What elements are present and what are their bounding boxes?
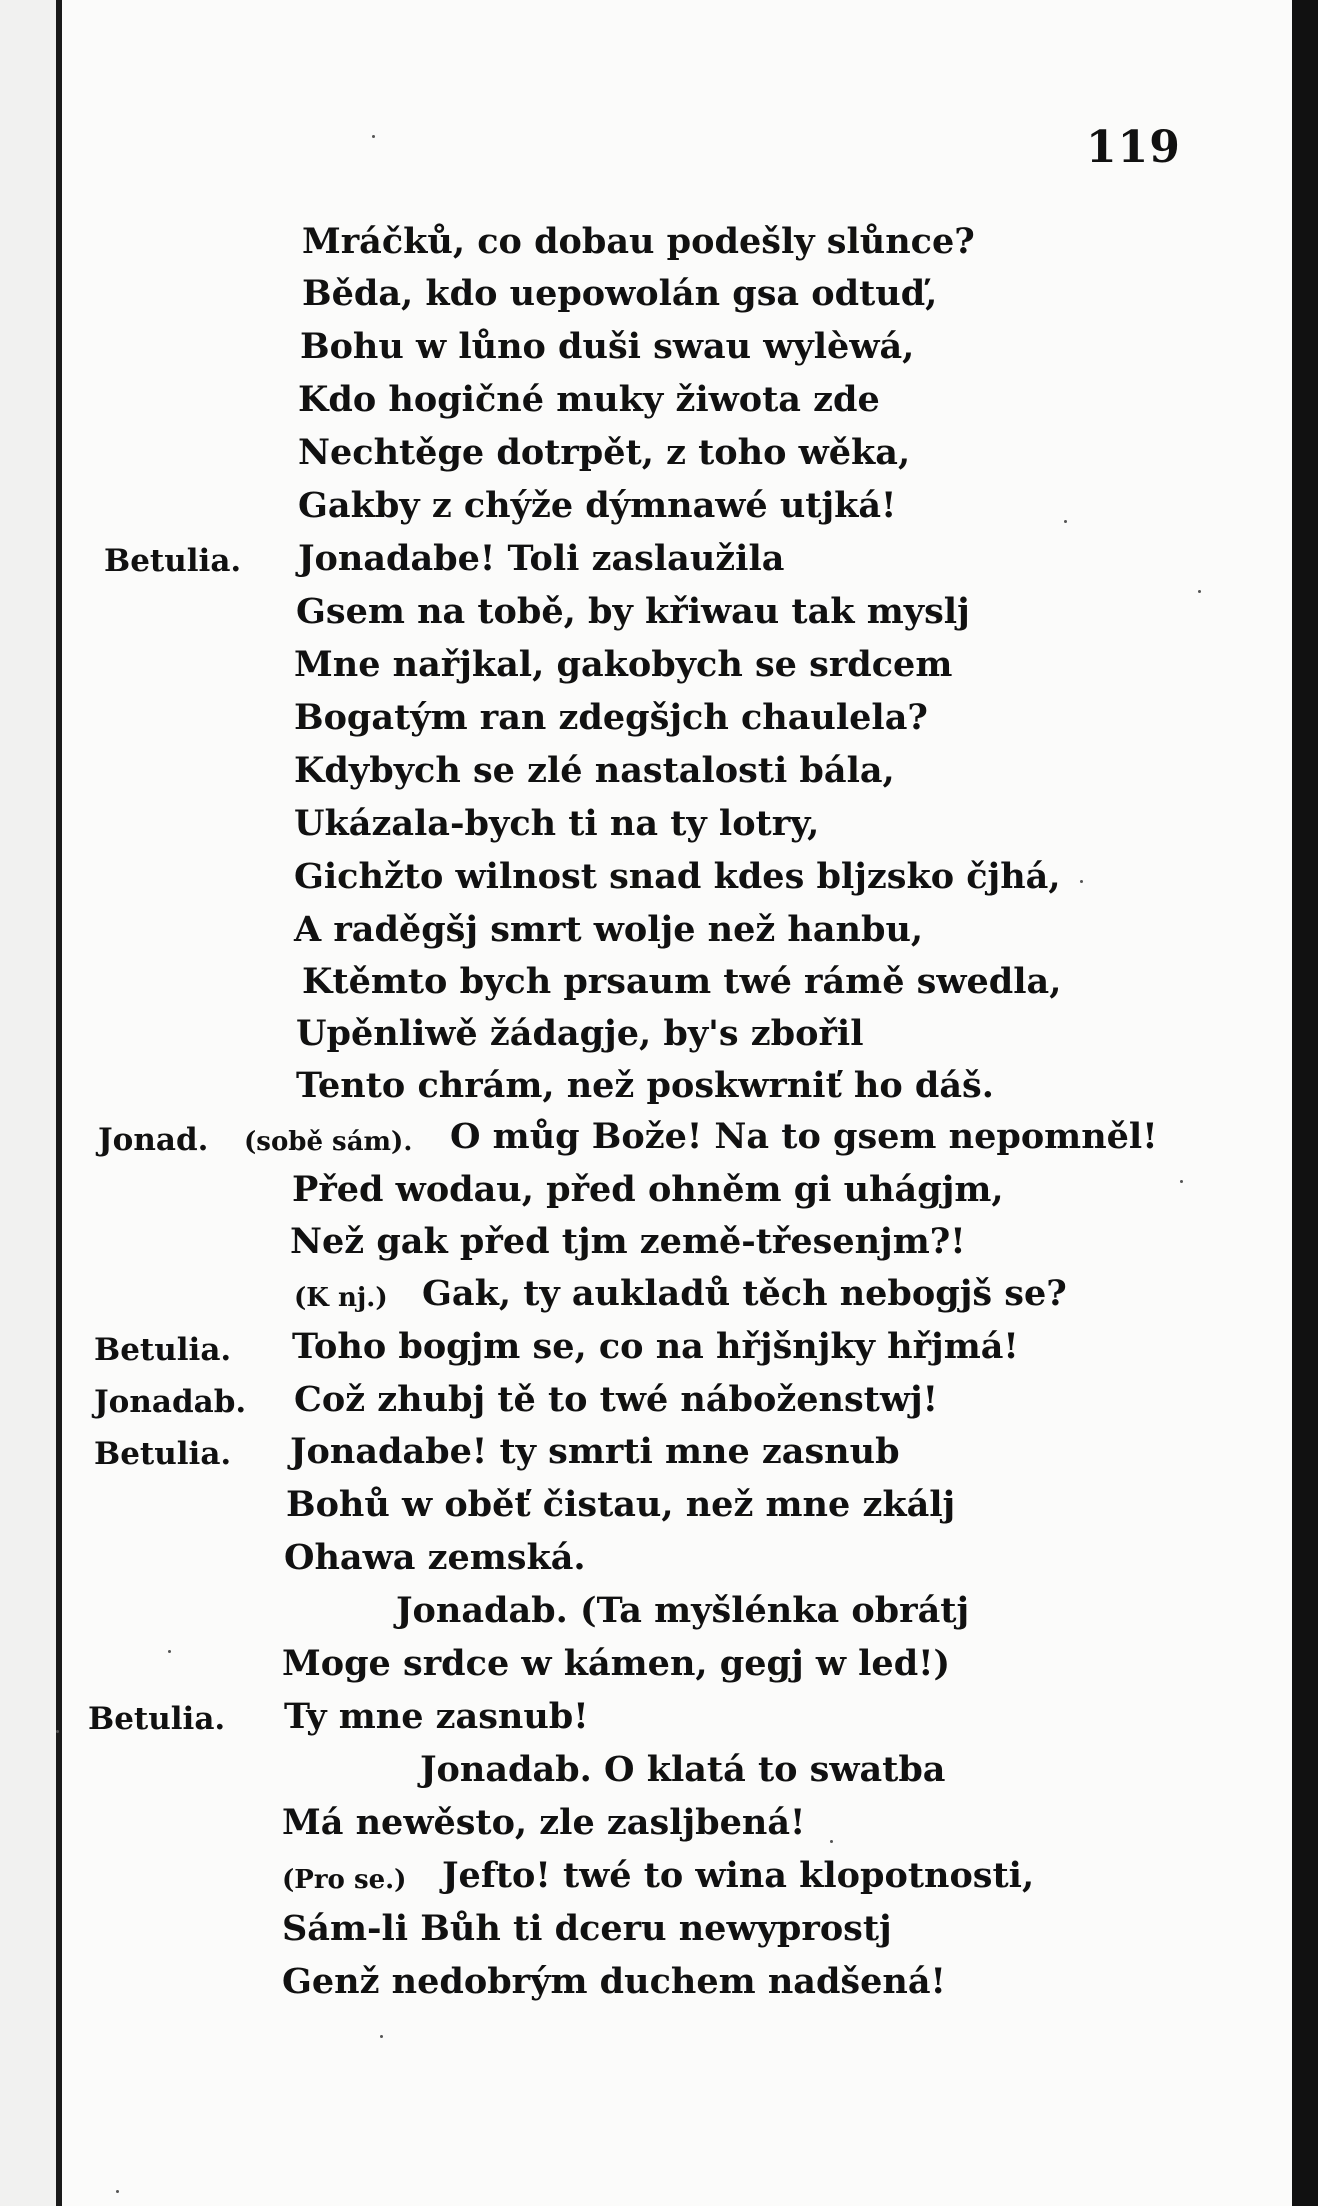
page-number: 119	[1086, 122, 1181, 173]
text-line	[294, 804, 819, 844]
line-text: Jonadabe! ty smrti mne zasnub	[290, 1431, 900, 1472]
line-text: Tento chrám, než poskwrniť ho dáš.	[296, 1065, 994, 1106]
line-text: Což zhubj tě to twé náboženstwj!	[294, 1379, 938, 1420]
line-text: Bohu w lůno duši swau wylèwá,	[300, 326, 915, 367]
stage-direction: (K nj.)	[294, 1283, 388, 1313]
line-text: Jonadab. O klatá to swatba	[420, 1749, 946, 1790]
line-text: Toho bogjm se, co na hřjšnjky hřjmá!	[292, 1326, 1019, 1367]
text-line	[294, 857, 1061, 897]
text-line	[284, 1538, 586, 1578]
text-line	[282, 1909, 892, 1949]
text-line	[422, 1274, 1067, 1314]
text-line	[294, 645, 952, 685]
text-line	[294, 698, 928, 738]
line-text: Gak, ty aukladů těch nebogjš se?	[422, 1273, 1067, 1314]
line-text: Bohů w oběť čistau, než mne zkálj	[286, 1484, 956, 1525]
stage-direction: (Pro se.)	[282, 1865, 407, 1895]
speaker-label: Betulia.	[88, 1701, 226, 1737]
text-line	[300, 327, 914, 367]
line-text: Jefto! twé to wina klopotnosti,	[442, 1855, 1035, 1896]
speaker-label: Betulia.	[104, 543, 242, 579]
text-line	[302, 962, 1061, 1002]
speaker-label: Jonad.	[98, 1122, 209, 1158]
text-line	[298, 380, 880, 420]
line-text: Gsem na tobě, by křiwau tak myslj	[296, 591, 970, 632]
line-text: Má newěsto, zle zasljbená!	[282, 1802, 806, 1843]
text-line	[290, 1432, 900, 1472]
text-line	[292, 1327, 1019, 1367]
line-text: A raděgšj smrt wolje než hanbu,	[294, 909, 924, 950]
text-line	[296, 1066, 994, 1106]
text-line	[420, 1750, 945, 1790]
line-text: Gakby z chýže dýmnawé utjká!	[298, 485, 897, 526]
speaker-label: Betulia.	[94, 1332, 232, 1368]
line-text: Jonadab. (Ta myšlénka obrátj	[396, 1590, 970, 1631]
line-text: Mráčků, co dobau podešly slůnce?	[302, 221, 975, 262]
line-text: Genž nedobrým duchem nadšená!	[282, 1961, 946, 2002]
text-line	[442, 1856, 1034, 1896]
text-line	[298, 433, 910, 473]
text-line	[290, 1222, 966, 1262]
line-text: Před wodau, před ohněm gi uhágjm,	[292, 1169, 1004, 1210]
text-line	[284, 1697, 589, 1737]
line-text: Běda, kdo uepowolán gsa odtuď,	[302, 273, 938, 314]
line-text: Moge srdce w kámen, gegj w led!)	[282, 1643, 951, 1684]
line-text: Bogatým ran zdegšjch chaulela?	[294, 697, 928, 738]
line-text: Kdybych se zlé nastalosti bála,	[294, 750, 895, 791]
line-text: Kdo hogičné muky žiwota zde	[298, 379, 880, 420]
text-line	[296, 592, 970, 632]
line-text: Ohawa zemská.	[284, 1537, 586, 1578]
line-text: Nechtěge dotrpět, z toho wěka,	[298, 432, 911, 473]
line-text: O můg Bože! Na to gsem nepomněl!	[450, 1116, 1158, 1157]
text-line	[450, 1117, 1158, 1157]
speaker-label: Jonadab.	[94, 1384, 247, 1420]
line-text: Ktěmto bych prsaum twé rámě swedla,	[302, 961, 1062, 1002]
line-text: Ukázala-bych ti na ty lotry,	[294, 803, 820, 844]
stage-direction: (sobě sám).	[244, 1127, 413, 1157]
speaker-label: Betulia.	[94, 1436, 232, 1472]
text-line	[302, 222, 975, 262]
line-text: Než gak před tjm země-třesenjm?!	[290, 1221, 966, 1262]
text-line	[294, 1380, 938, 1420]
text-line	[282, 1962, 946, 2002]
text-line	[282, 1644, 950, 1684]
line-text: Mne nařjkal, gakobych se srdcem	[294, 644, 953, 685]
text-line	[294, 910, 923, 950]
text-line	[286, 1485, 955, 1525]
line-text: Gichžto wilnost snad kdes bljzsko čjhá,	[294, 856, 1061, 897]
line-text: Upěnliwě žádagje, by's zbořil	[296, 1013, 864, 1054]
text-line	[282, 1803, 805, 1843]
line-text: Sám-li Bůh ti dceru newyprostj	[282, 1908, 892, 1949]
text-line	[298, 486, 896, 526]
text-line	[298, 539, 784, 579]
text-line	[292, 1170, 1004, 1210]
text-line	[296, 1014, 864, 1054]
line-text: Jonadabe! Toli zaslaužila	[298, 538, 785, 579]
text-line	[396, 1591, 969, 1631]
text-line	[302, 274, 937, 314]
text-line	[294, 751, 895, 791]
line-text: Ty mne zasnub!	[284, 1696, 589, 1737]
